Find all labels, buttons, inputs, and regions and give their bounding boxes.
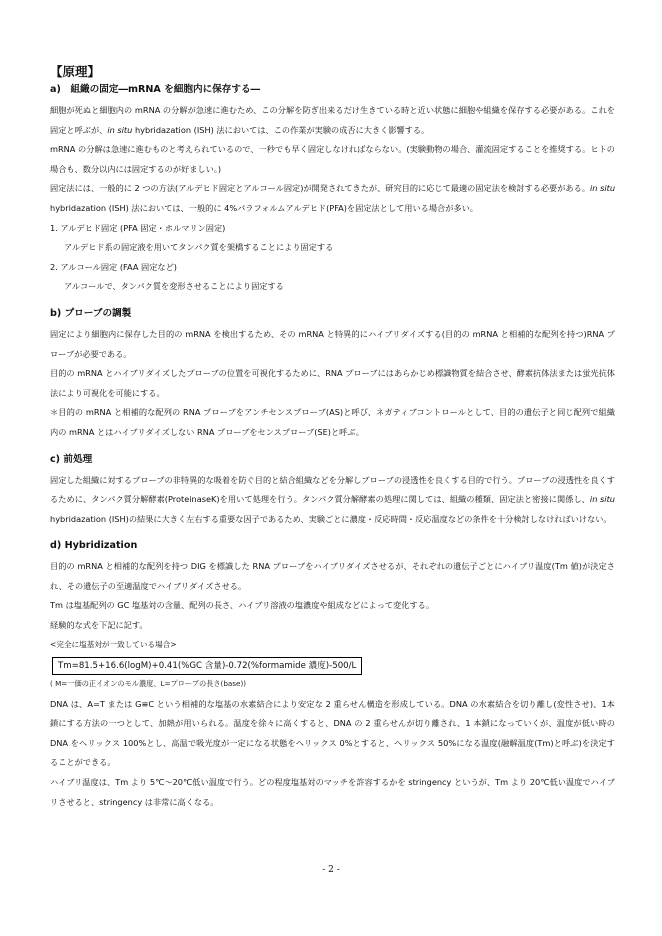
list-item-aldehyde: 1. アルデヒド固定 (PFA 固定・ホルマリン固定) <box>50 222 226 233</box>
formula-note: ( M=一価の正イオンのモル濃度、L=プローブの長さ(base)) <box>50 678 247 688</box>
section-a-paragraph-3: 固定法には、一般的に 2 つの方法(アルデヒド固定とアルコール固定)が開発されてきたが、研究目的に応じて最適の固定法を検討する必要がある。in situ hybridazation (ISH) 法においては、一般的に 4%パラフォルムアルデヒド(PFA)を固定法として用いる場合が多い。 <box>50 183 616 213</box>
section-b-paragraph-1: 固定により細胞内に保存した目的の mRNA を検出するため、その mRNA と特異的にハイブリダイズする(目的の mRNA と相補的な配列を持つ)RNA プローブが必要である。 <box>50 328 615 359</box>
section-b-paragraph-2: 目的の mRNA とハイブリダイズしたプローブの位置を可視化するために、RNA プローブにはあらかじめ標識物質を結合させ、酵素抗体法または蛍光抗体法により可視化を可能にする。 <box>50 368 615 398</box>
page-number: - 2 - <box>322 865 340 875</box>
section-c <box>50 452 615 530</box>
section-a-paragraph-1: 細胞が死ぬと細胞内の mRNA の分解が急速に進むため、この分解を防ぎ出来るだけ生きている時と近い状態に細胞や組織を保存する必要がある。これを固定と呼ぶが、in situ hybridazation (ISH) 法においては、この作業が実験の成否に大きく影響する。 <box>50 105 615 135</box>
tm-formula-box: Tm=81.5+16.6(logM)+0.41(%GC 含量)-0.72(%formamide 濃度)-500/L <box>52 657 362 675</box>
section-d-paragraph-5: ハイブリ温度は、Tm より 5℃～20℃低い温度で行う。どの程度塩基対のマッチを許容するかを stringency というが、Tm より 20℃低い温度でハイブリさせると、stringency は非常に高くなる。 <box>50 777 615 807</box>
section-a <box>50 82 615 297</box>
section-d-paragraph-2: Tm は塩基配列の GC 塩基対の含量、配列の長さ、ハイブリ溶液の塩濃度や組成などによって変化する。 <box>50 600 435 611</box>
list-item-aldehyde-desc: アルデヒド系の固定液を用いてタンパク質を架橋することにより固定する <box>64 242 334 253</box>
section-c-paragraph-1: 固定した組織に対するプローブの非特異的な吸着を防ぐ目的と結合組織などを分解しプローブの浸透性を良くする目的で行う。プローブの浸透性を良くするために、タンパク質分解酵素(ProteinaseK)を用いて処理を行う。タンパク質分解酵素の処理に関しては、組織の種類、固定法と密接に関係し、in situ hybridazation (ISH)の結果に大きく左右する重要な因子であるため、実験ごとに濃度・反応時間・反応温度などの条件を十分検討しなければいけない。 <box>50 474 615 524</box>
section-d <box>50 538 615 812</box>
section-c-heading: c) 前処理 <box>50 453 93 465</box>
section-b <box>50 306 615 443</box>
section-a-paragraph-2: mRNA の分解は急速に進むものと考えられているので、一秒でも早く固定しなければならない。(実験動物の場合、灌流固定することを推奨する。ヒトの場合も、数分以内には固定するのが好ましい。) <box>50 144 615 174</box>
section-b-heading: b) プローブの調製 <box>50 307 132 319</box>
section-a-heading: a) 組織の固定―mRNA を細胞内に保存する― <box>50 84 261 95</box>
section-b-paragraph-3: ＊目的の mRNA と相補的な配列の RNA プローブをアンチセンスプローブ(AS)と呼び、ネガティブコントロールとして、目的の遺伝子と同じ配列で組織内の mRNA とはハイブリダイズしない RNA プローブをセンスプローブ(SE)と呼ぶ。 <box>50 407 615 437</box>
section-d-paragraph-3: 経験的な式を下記に記す。 <box>50 620 148 631</box>
document-page <box>50 63 615 812</box>
section-d-heading: d) Hybridization <box>50 540 138 552</box>
section-d-paragraph-4: DNA は、A=T または G≡C という相補的な塩基の水素結合により安定な 2 重らせん構造を形成している。DNA の水素結合を切り離し(変性させ)、1本鎖にする方法の一つとして、加熱が用いられる。温度を徐々に高くすると、DNA の 2 重らせんが切り離され、1 本鎖になっていくが、温度が低い時の DNA をヘリックス 100%とし、高温で吸光度が一定になる状態をヘリックス 0%とすると、ヘリックス 50%になる温度(融解温度(Tm)と呼ぶ)を決定することができる。 <box>50 698 615 768</box>
formula-condition: <完全に塩基対が一致している場合> <box>50 639 177 649</box>
document-title: 【原理】 <box>50 64 101 79</box>
section-d-paragraph-1: 目的の mRNA と相補的な配列を持つ DIG を標識した RNA プローブをハイブリダイズさせるが、それぞれの遺伝子ごとにハイブリ温度(Tm 値)が決定され、その遺伝子の至適温度でハイブリダイズさせる。 <box>50 561 615 591</box>
list-item-alcohol-desc: アルコールで、タンパク質を変形させることにより固定する <box>64 281 284 292</box>
list-item-alcohol: 2. アルコール固定 (FAA 固定など) <box>50 261 177 272</box>
